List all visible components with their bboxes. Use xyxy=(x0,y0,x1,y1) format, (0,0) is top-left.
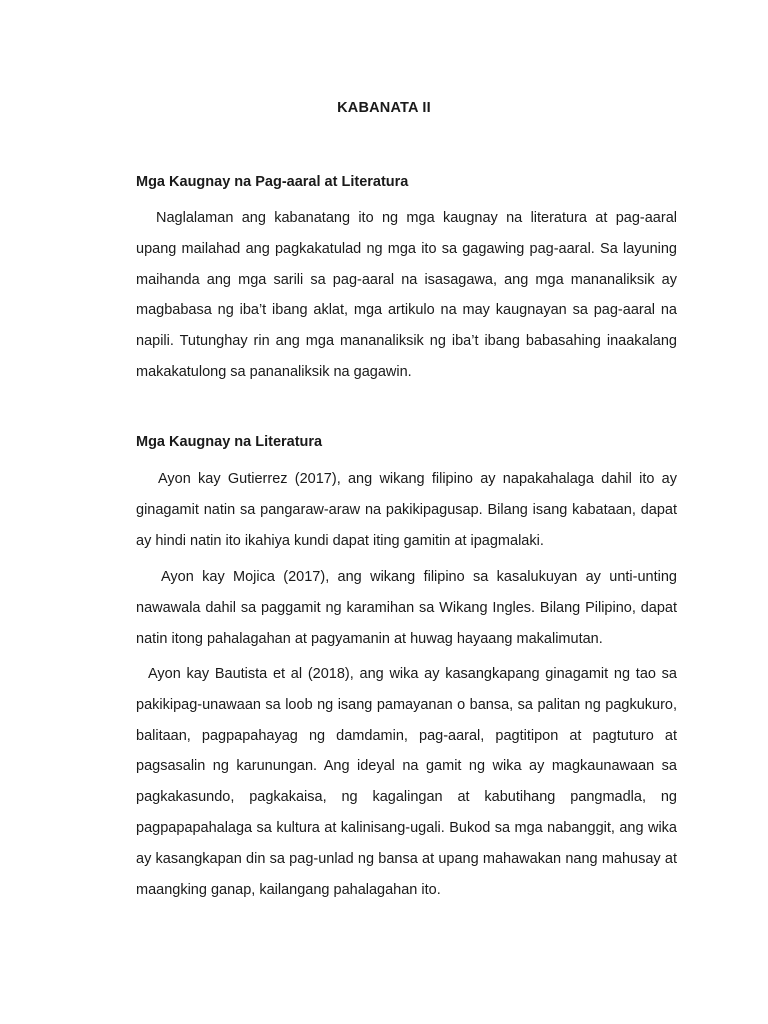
section-heading-related-studies: Mga Kaugnay na Pag-aaral at Literatura xyxy=(136,174,409,190)
section-heading-related-literature: Mga Kaugnay na Literatura xyxy=(136,434,323,450)
literature-paragraph-mojica: Ayon kay Mojica (2017), ang wikang filipino sa kasalukuyan ay unti-unting nawawala dahil sa paggamit ng karamihan sa Wikang Ingles. Bilang Pilipino, dapat natin itong pahalagahan at pagyamanin at huwag hayaang makalimutan. xyxy=(136,569,677,647)
intro-paragraph: Naglalaman ang kabanatang ito ng mga kaugnay na literatura at pag-aaral upang mailahad ang pagkakatulad ng mga ito sa gagawing pag-aaral. Sa layuning maihanda ang mga sarili sa pag-aaral na isasagawa, ang mga mananaliksik ay magbabasa ng iba’t ibang aklat, mga artikulo na may kaugnayan sa pag-aaral na napili. Tutunghay rin ang mga mananaliksik ng iba’t ibang babasahing inaakalang makakatulong sa pananaliksik na gagawin. xyxy=(136,210,677,380)
literature-paragraph-gutierrez: Ayon kay Gutierrez (2017), ang wikang filipino ay napakahalaga dahil ito ay ginagamit natin sa pangaraw-araw na pakikipagusap. Bilang isang kabataan, dapat ay hindi natin ito ikahiya kundi dapat iting gamitin at ipagmalaki. xyxy=(136,471,677,549)
chapter-title: KABANATA II xyxy=(337,100,431,116)
literature-paragraph-bautista: Ayon kay Bautista et al (2018), ang wika ay kasangkapang ginagamit ng tao sa pakikipag-unawaan sa loob ng isang pamayanan o bansa, sa palitan ng pagkukuro, balitaan, pagpapahayag ng damdamin, pag-aaral, pagtitipon at pagtuturo at pagsasalin ng karunungan. Ang ideyal na gamit ng wika ay magkaunawaan sa pagkakasundo, pagkakaisa, ng kagalingan at kabutihang pangmadla, ng pagpapapahalaga sa kultura at kalinisang-ugali. Bukod sa mga nabanggit, ang wika ay kasangkapan din sa pag-unlad ng bansa at upang mahawakan nang mahusay at maangking ganap, kailangang pahalagahan ito. xyxy=(136,666,677,898)
